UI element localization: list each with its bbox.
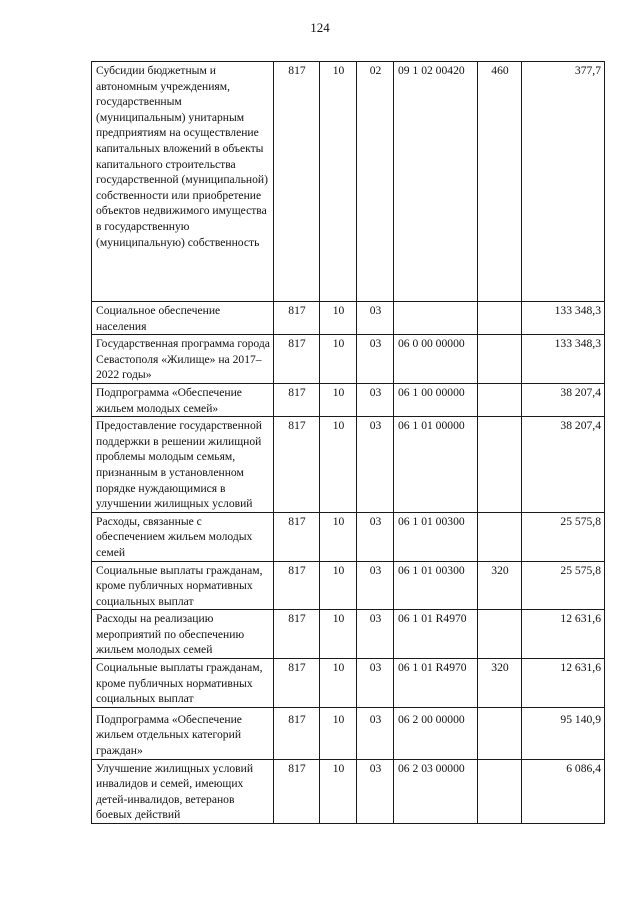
row-expense-type <box>478 610 522 659</box>
row-grbs: 817 <box>274 659 320 708</box>
row-target-article: 06 1 01 00300 <box>394 512 478 561</box>
row-target-article: 06 2 00 00000 <box>394 707 478 759</box>
row-target-article: 06 0 00 00000 <box>394 335 478 384</box>
row-name: Предоставление государственной поддержки в решении жилищной проблемы молодым семьям, признанным в установленном порядке нуждающимися в улучшении жилищных условий <box>92 417 274 513</box>
table-row <box>92 759 605 823</box>
row-expense-type: 320 <box>478 561 522 610</box>
row-subsection: 03 <box>357 302 394 335</box>
row-expense-type: 460 <box>478 62 522 302</box>
row-section: 10 <box>320 610 357 659</box>
row-amount: 95 140,9 <box>522 707 605 759</box>
row-subsection: 03 <box>357 417 394 513</box>
row-section: 10 <box>320 383 357 416</box>
row-name: Подпрограмма «Обеспечение жильем отдельных категорий граждан» <box>92 707 274 759</box>
row-section: 10 <box>320 62 357 302</box>
table-row <box>92 417 605 513</box>
row-amount: 12 631,6 <box>522 659 605 708</box>
table-row <box>92 659 605 708</box>
table-row <box>92 610 605 659</box>
row-target-article: 06 2 03 00000 <box>394 759 478 823</box>
table-row <box>92 335 605 384</box>
row-expense-type <box>478 417 522 513</box>
row-expense-type <box>478 512 522 561</box>
row-amount: 25 575,8 <box>522 561 605 610</box>
row-subsection: 03 <box>357 561 394 610</box>
row-subsection: 03 <box>357 659 394 708</box>
row-amount: 12 631,6 <box>522 610 605 659</box>
table-row <box>92 512 605 561</box>
row-grbs: 817 <box>274 610 320 659</box>
row-expense-type <box>478 383 522 416</box>
row-amount: 133 348,3 <box>522 302 605 335</box>
row-subsection: 03 <box>357 335 394 384</box>
row-section: 10 <box>320 561 357 610</box>
row-section: 10 <box>320 659 357 708</box>
row-name: Социальные выплаты гражданам, кроме публичных нормативных социальных выплат <box>92 659 274 708</box>
row-grbs: 817 <box>274 707 320 759</box>
table-row <box>92 561 605 610</box>
row-expense-type <box>478 335 522 384</box>
row-amount: 377,7 <box>522 62 605 302</box>
row-section: 10 <box>320 512 357 561</box>
row-grbs: 817 <box>274 512 320 561</box>
table-row <box>92 302 605 335</box>
row-section: 10 <box>320 707 357 759</box>
row-target-article: 06 1 00 00000 <box>394 383 478 416</box>
row-section: 10 <box>320 335 357 384</box>
row-grbs: 817 <box>274 62 320 302</box>
row-name: Подпрограмма «Обеспечение жильем молодых семей» <box>92 383 274 416</box>
row-name: Субсидии бюджетным и автономным учреждениям, государственным (муниципальным) унитарным предприятиям на осуществление капитальных вложений в объекты капитального строительства государственной (муниципальной) собственности или приобретение объектов недвижимого имущества в государственную (муниципальную) собственность <box>92 62 274 302</box>
row-grbs: 817 <box>274 759 320 823</box>
row-target-article: 06 1 01 R4970 <box>394 610 478 659</box>
table-row <box>92 383 605 416</box>
row-expense-type: 320 <box>478 659 522 708</box>
row-amount: 133 348,3 <box>522 335 605 384</box>
row-amount: 38 207,4 <box>522 417 605 513</box>
row-target-article: 06 1 01 R4970 <box>394 659 478 708</box>
row-subsection: 03 <box>357 383 394 416</box>
row-amount: 6 086,4 <box>522 759 605 823</box>
row-subsection: 03 <box>357 512 394 561</box>
row-grbs: 817 <box>274 302 320 335</box>
row-subsection: 03 <box>357 707 394 759</box>
row-subsection: 02 <box>357 62 394 302</box>
row-expense-type <box>478 707 522 759</box>
row-section: 10 <box>320 417 357 513</box>
budget-table <box>91 61 605 824</box>
row-grbs: 817 <box>274 417 320 513</box>
row-target-article <box>394 302 478 335</box>
row-amount: 38 207,4 <box>522 383 605 416</box>
row-name: Расходы, связанные с обеспечением жильем молодых семей <box>92 512 274 561</box>
row-name: Государственная программа города Севастополя «Жилище» на 2017–2022 годы» <box>92 335 274 384</box>
row-grbs: 817 <box>274 335 320 384</box>
table-row <box>92 707 605 759</box>
row-amount: 25 575,8 <box>522 512 605 561</box>
row-name: Социальное обеспечение населения <box>92 302 274 335</box>
row-subsection: 03 <box>357 759 394 823</box>
row-expense-type <box>478 759 522 823</box>
row-subsection: 03 <box>357 610 394 659</box>
row-name: Социальные выплаты гражданам, кроме публичных нормативных социальных выплат <box>92 561 274 610</box>
row-name: Улучшение жилищных условий инвалидов и семей, имеющих детей-инвалидов, ветеранов боевых действий <box>92 759 274 823</box>
row-section: 10 <box>320 302 357 335</box>
row-name: Расходы на реализацию мероприятий по обеспечению жильем молодых семей <box>92 610 274 659</box>
row-target-article: 06 1 01 00300 <box>394 561 478 610</box>
row-expense-type <box>478 302 522 335</box>
page-number: 124 <box>310 20 330 35</box>
row-grbs: 817 <box>274 383 320 416</box>
row-grbs: 817 <box>274 561 320 610</box>
row-target-article: 06 1 01 00000 <box>394 417 478 513</box>
row-target-article: 09 1 02 00420 <box>394 62 478 302</box>
table-row <box>92 62 605 302</box>
row-section: 10 <box>320 759 357 823</box>
